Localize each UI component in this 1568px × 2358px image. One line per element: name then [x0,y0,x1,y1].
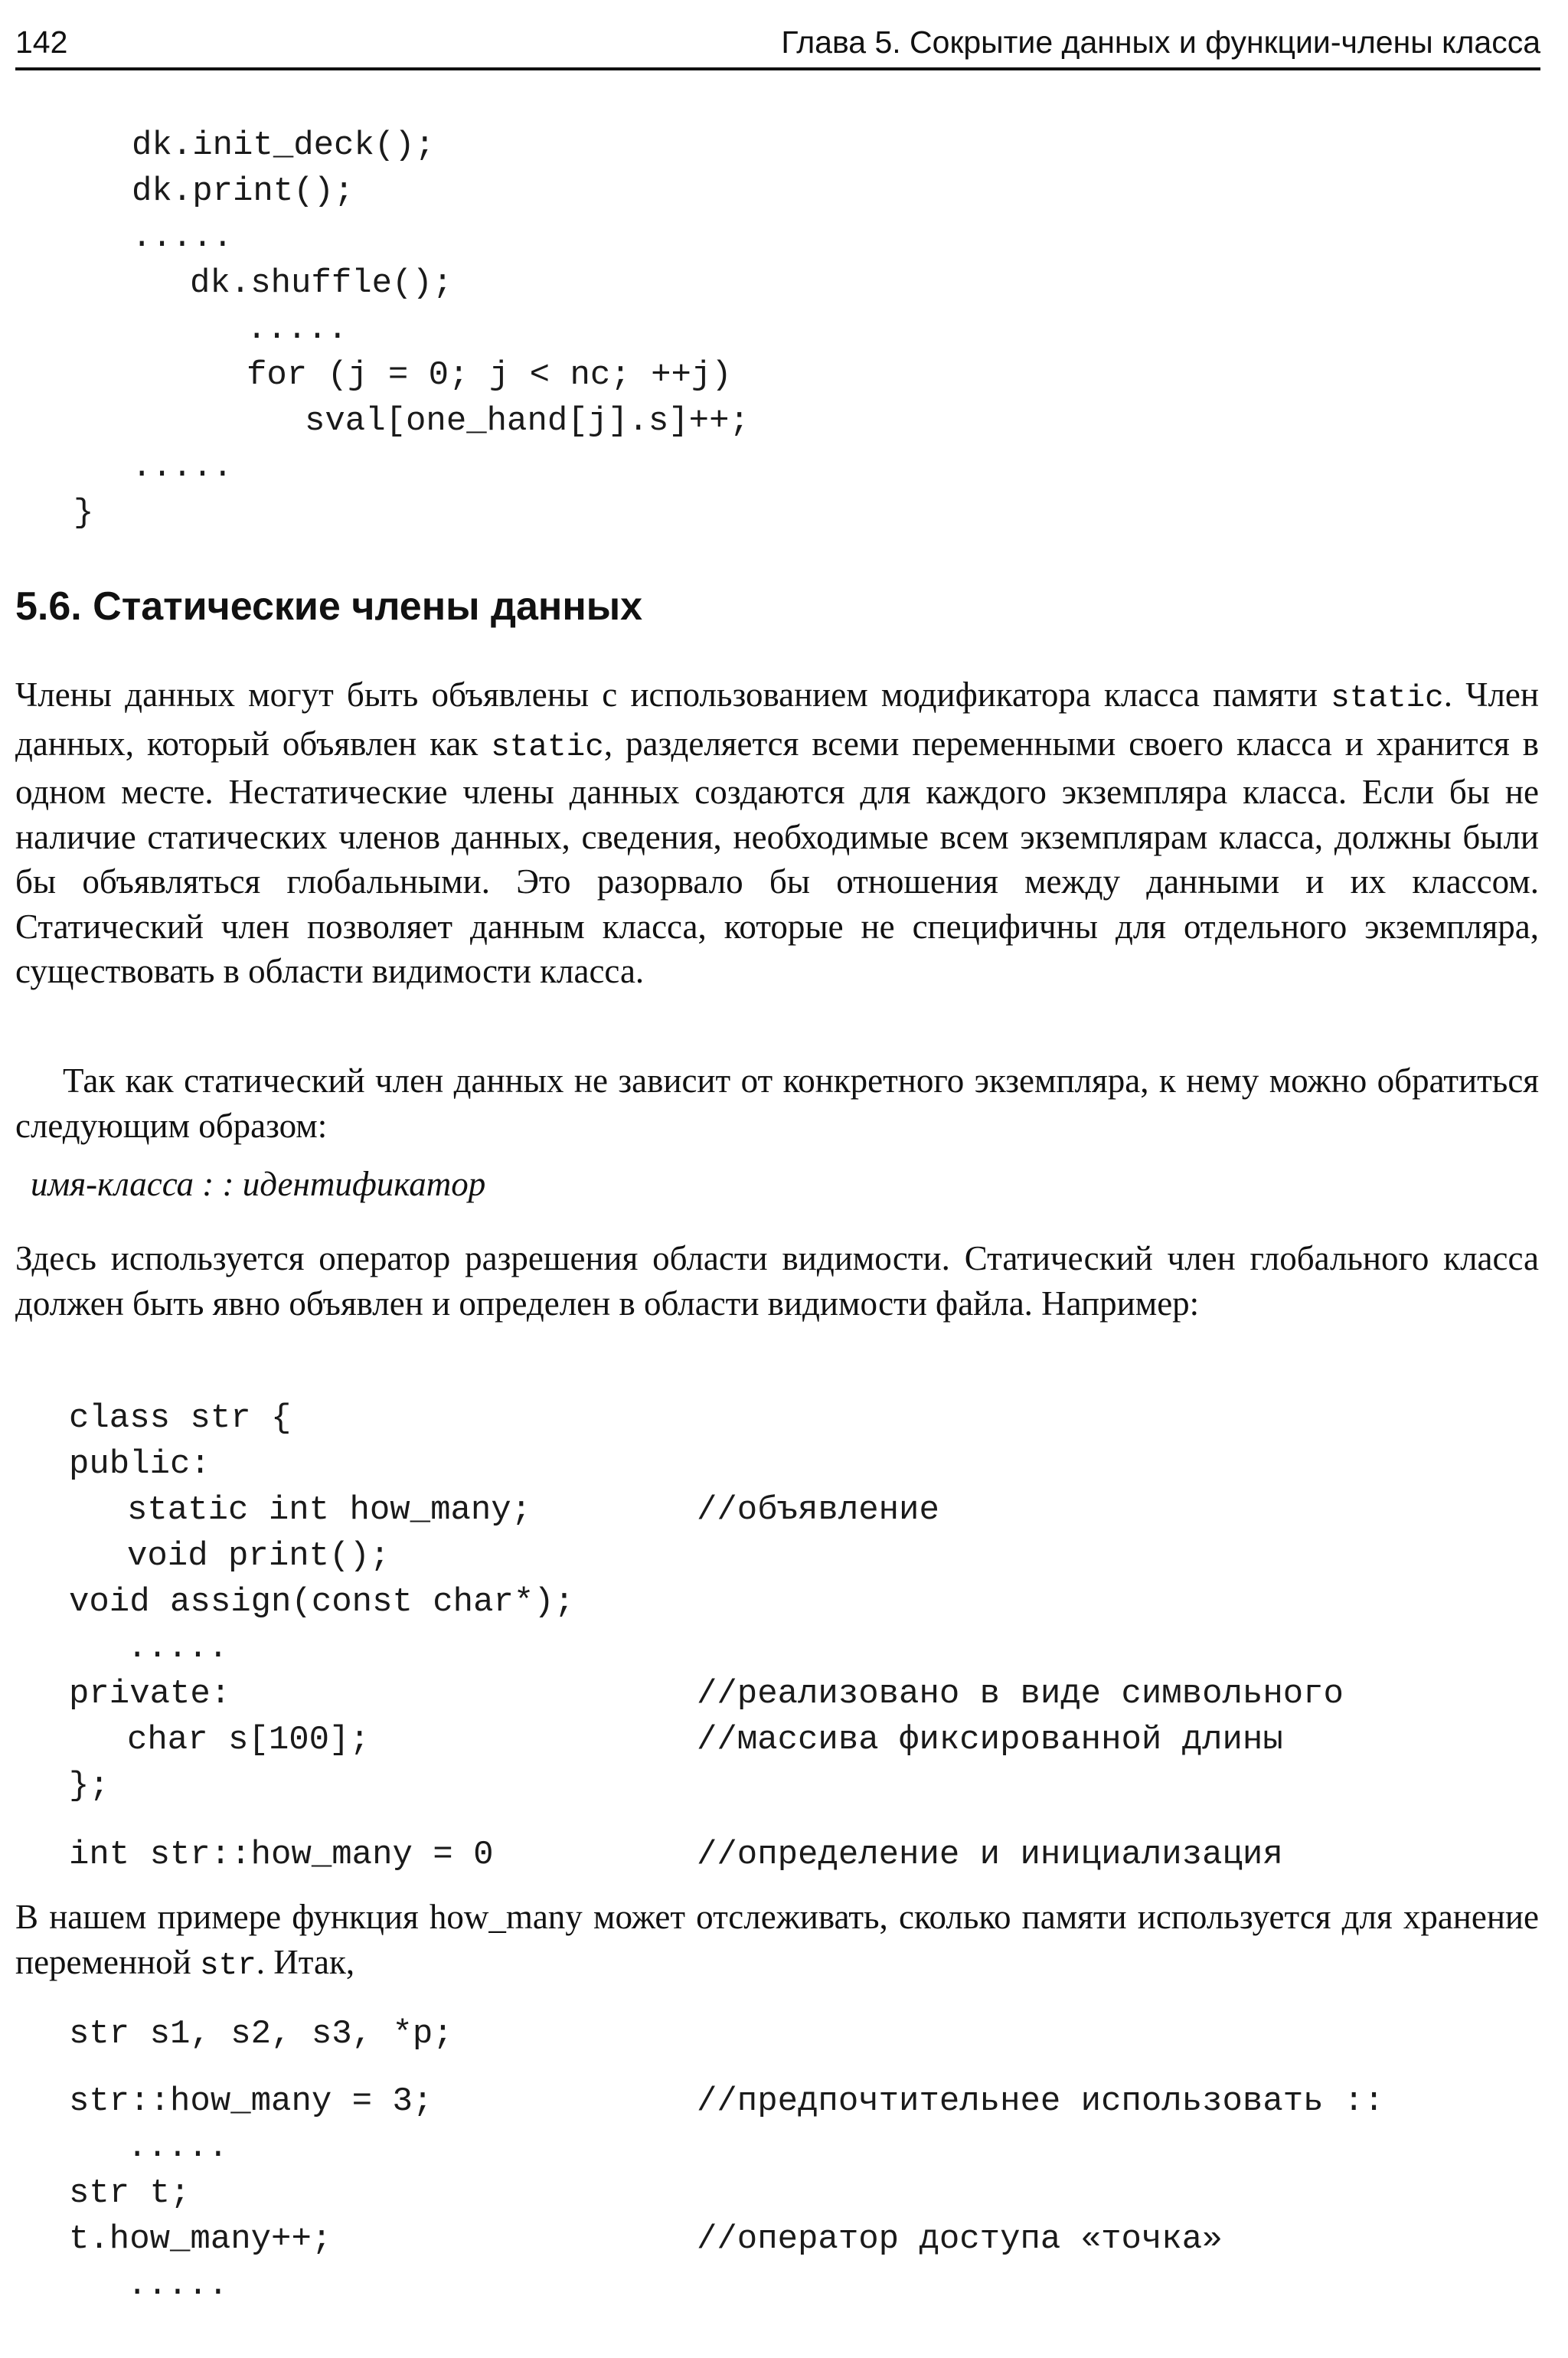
paragraph-text: В нашем примере функция [15,1898,430,1936]
code-comment: //объявление [697,1491,939,1529]
code-comment: //определение и инициализация [697,1836,1283,1874]
inline-identifier: how_many [429,1898,583,1936]
code-line [69,2170,433,2216]
code-block-usage-decl [69,2011,453,2057]
code-ellipsis: ..... [247,310,348,348]
running-header [15,21,1540,70]
code-text: t.how_many++; [69,2220,332,2258]
code-line [69,1395,574,1441]
code-line [69,1763,574,1809]
paragraph-text: , разделяется всеми переменными своего класса и хранится в одном месте. Нестатические члены данных создаются для каждого экземпляра класса. Если бы не наличие статических членов данных, сведения, необходимые всем экземплярам класса, должны были бы объявляться глобальными. Это разорвало бы отношения между данными и их классом. Статический член позволяет данным класса, которые не специфичны для отдельного экземпляра, существовать в области видимости класса. [15,724,1539,990]
code-line [69,2011,453,2057]
code-text: str t; [69,2174,191,2212]
code-ellipsis [69,2124,433,2170]
code-line [69,1533,574,1579]
paragraph-text: . Итак, [256,1942,355,1981]
paragraph-example [15,1895,1539,1988]
code-line: for (j = 0; j < nc; ++j) [247,356,732,394]
code-comment: //предпочтительнее использовать :: [697,2082,1384,2121]
section-title: 5.6. Статические члены данных [15,584,643,629]
page-number: 142 [15,25,68,60]
code-line: dk.print(); [132,172,354,211]
paragraph-static-intro [15,672,1539,994]
code-text: void assign(const char*); [69,1583,575,1621]
code-text: int str::how_many = 0 [69,1836,494,1874]
code-block-usage [69,2078,1384,2308]
code-line [69,1487,939,1533]
code-line: sval[one_hand[j].s]++; [305,402,750,440]
code-block-init [69,1832,1283,1878]
paragraph-scope-operator: Здесь используется оператор разрешения области видимости. Статический член глобального класса должен быть явно объявлен и определен в области видимости файла. Например: [15,1239,1539,1323]
code-text: char s[100]; [127,1721,370,1759]
code-text: str::how_many = 3; [69,2082,433,2121]
code-comment: //оператор доступа «точка» [697,2220,1223,2258]
code-text: static int how_many; [127,1491,532,1529]
code-comment: //массива фиксированной длины [697,1721,1283,1759]
code-ellipsis: ..... [132,218,234,257]
chapter-title: Глава 5. Сокрытие данных и функции-члены класса [781,25,1540,60]
code-line [69,2078,1384,2124]
code-block-class-str [69,1395,1344,1809]
code-text: ..... [127,1629,229,1667]
code-text: ..... [127,2128,229,2167]
code-line [69,1579,574,1625]
code-line [69,1441,574,1487]
code-ellipsis: ..... [132,448,234,486]
paragraph-text: Члены данных могут быть объявлены с использованием модификатора класса памяти [15,675,1331,714]
keyword-static: static [491,729,604,765]
code-comment: //реализовано в виде символьного [697,1675,1344,1713]
paragraph-text: . Член данных, который объявлен как [15,675,1539,763]
code-line: dk.init_deck(); [132,126,436,165]
code-ellipsis [69,1625,574,1671]
code-line: } [74,494,94,532]
code-line [69,1832,1283,1878]
syntax-formula: имя-класса : : идентификатор [31,1165,486,1203]
inline-code: str [199,1948,256,1984]
code-text: str s1, s2, s3, *p; [69,2015,453,2053]
code-text: class str { [69,1399,292,1437]
code-line [69,1717,1283,1763]
code-text: ..... [127,2266,229,2304]
code-block-deck [0,123,750,536]
keyword-static: static [1331,681,1444,716]
paragraph-text: может отслеживать, сколько памяти используется для хранение переменной [15,1898,1539,1981]
code-line: dk.shuffle(); [190,264,453,303]
code-text: public: [69,1445,211,1483]
paragraph-access: Так как статический член данных не зависит от конкретного экземпляра, к нему можно обратиться следующим образом: [15,1061,1539,1145]
code-ellipsis [69,2262,433,2308]
code-text: private: [69,1675,231,1713]
code-text: }; [69,1767,109,1805]
code-line [69,2216,1223,2262]
code-text: void print(); [127,1537,390,1575]
code-line [69,1671,1344,1717]
